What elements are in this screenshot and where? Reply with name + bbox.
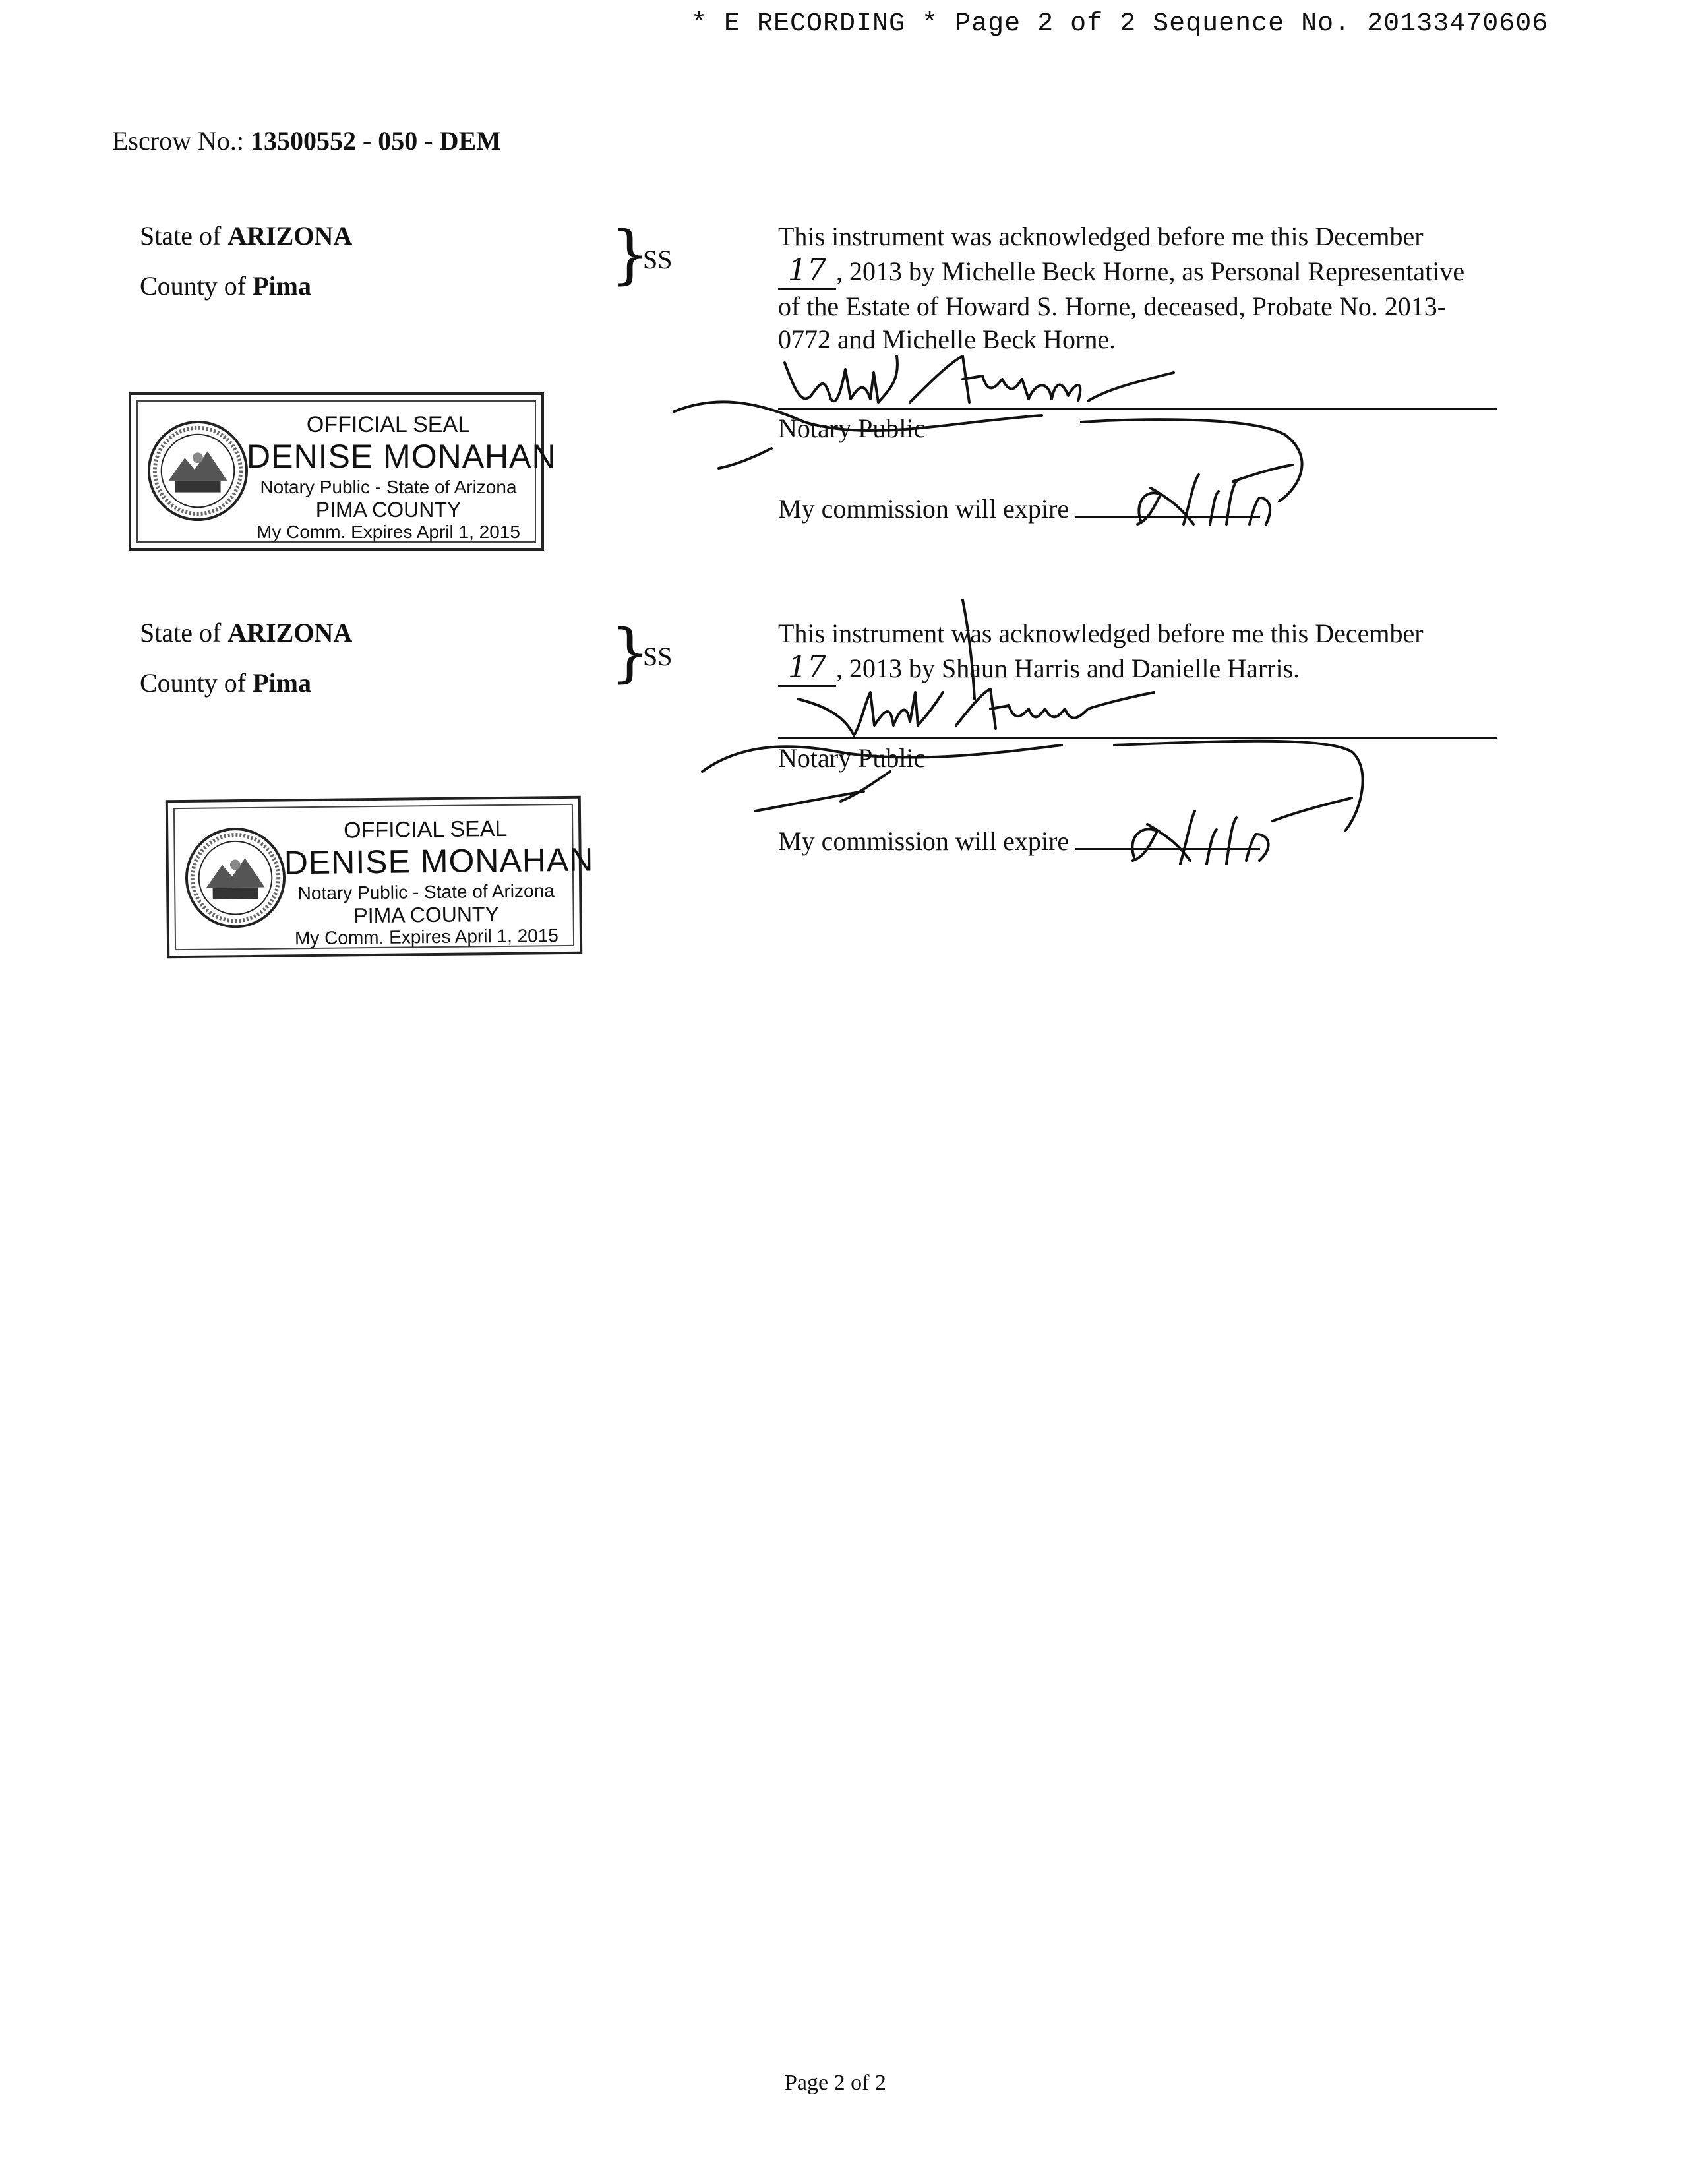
seal-expiration: My Comm. Expires April 1, 2015 (256, 522, 520, 542)
county-label: County of (140, 271, 247, 301)
venue-block-2 (140, 608, 352, 708)
official-notary-seal-2 (166, 796, 594, 959)
escrow-number (112, 125, 501, 156)
state-value: ARIZONA (227, 221, 353, 251)
ss-label-2: SS (643, 642, 673, 671)
commission-expiry-1: My commission will expire (778, 493, 1260, 524)
seal-notary-name: DENISE MONAHAN (247, 438, 557, 475)
seal-role: Notary Public - State of Arizona (297, 880, 555, 904)
seal-role: Notary Public - State of Arizona (260, 477, 517, 497)
ack-line-2: , 2013 by Shaun Harris and Danielle Harris. (836, 653, 1300, 683)
state-label: State of (140, 221, 222, 251)
seal-expiration: My Comm. Expires April 1, 2015 (294, 925, 559, 949)
seal-notary-name: DENISE MONAHAN (284, 841, 594, 882)
escrow-label: Escrow No.: (112, 126, 244, 156)
page-number-footer: Page 2 of 2 (785, 2071, 886, 2095)
arizona-state-seal-icon (183, 825, 288, 930)
seal-county: PIMA COUNTY (315, 498, 462, 522)
escrow-value: 13500552 - 050 - DEM (250, 126, 501, 156)
state-label: State of (140, 618, 222, 648)
ack-day-1: 17 (778, 253, 836, 290)
notary-signature-line-2 (778, 737, 1497, 739)
ack-day-2: 17 (778, 650, 836, 687)
commission-date-blank-1 (1075, 496, 1260, 518)
commission-date-blank-2 (1075, 828, 1260, 850)
venue-block-1 (140, 211, 352, 311)
arizona-state-seal-icon (146, 419, 250, 523)
ack-line-3: of the Estate of Howard S. Horne, deceased, Probate No. 2013- (778, 291, 1447, 321)
ack-line-2: , 2013 by Michelle Beck Horne, as Personal Representative (836, 257, 1465, 286)
state-value: ARIZONA (227, 618, 353, 648)
seal-title: OFFICIAL SEAL (343, 816, 508, 843)
commission-expiry-2: My commission will expire (778, 826, 1260, 857)
county-value: Pima (253, 271, 311, 301)
ack-line-1: This instrument was acknowledged before me this December (778, 222, 1424, 251)
notary-public-label-2: Notary Public (778, 743, 926, 773)
recording-header: * E RECORDING * Page 2 of 2 Sequence No. 20133470606 (691, 9, 1549, 39)
county-value: Pima (253, 668, 311, 698)
official-notary-seal-1 (129, 392, 557, 551)
acknowledgment-text-2 (778, 617, 1503, 687)
seal-title: OFFICIAL SEAL (306, 412, 471, 437)
seal-county: PIMA COUNTY (353, 902, 500, 928)
venue-brace-2: } (610, 616, 651, 690)
notary-public-label-1: Notary Public (778, 413, 926, 443)
ack-line-1: This instrument was acknowledged before me this December (778, 619, 1424, 648)
county-label: County of (140, 668, 247, 698)
ack-line-4: 0772 and Michelle Beck Horne. (778, 324, 1116, 354)
acknowledgment-text-1 (778, 220, 1503, 356)
venue-brace-1: } (610, 218, 651, 291)
ss-label-1: SS (643, 245, 673, 274)
notary-signature-line-1 (778, 408, 1497, 410)
